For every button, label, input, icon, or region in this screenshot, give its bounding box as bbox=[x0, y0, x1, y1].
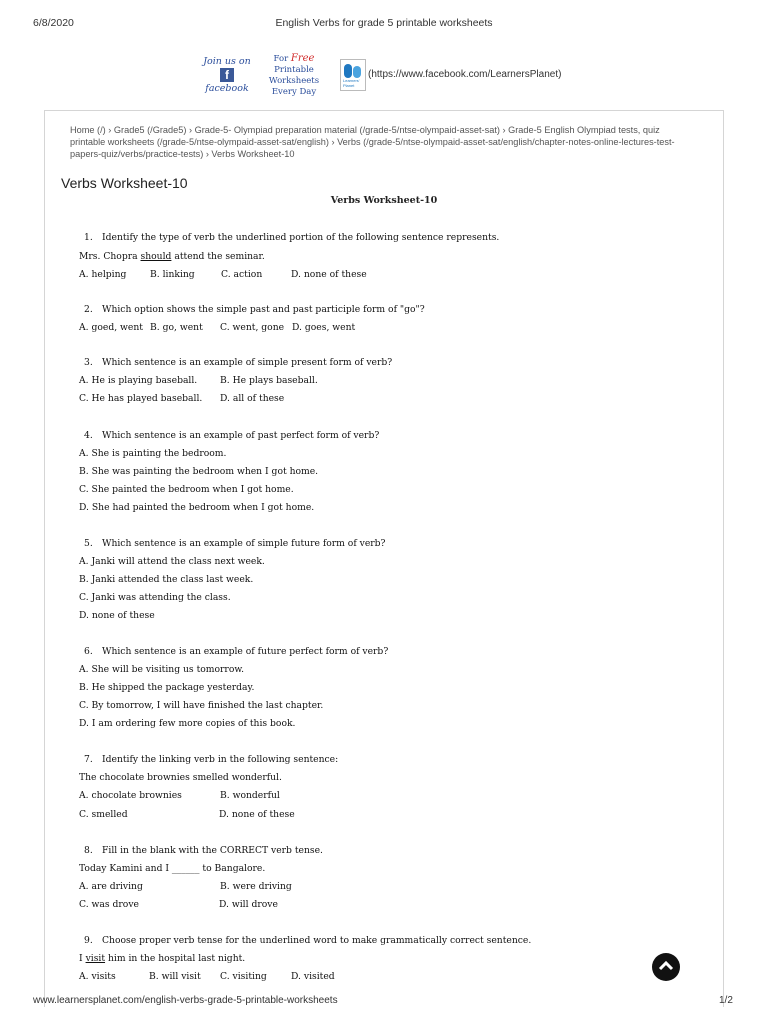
option-c: C. action bbox=[221, 269, 263, 280]
option-d: D. none of these bbox=[291, 269, 367, 280]
question-sentence: The chocolate brownies smelled wonderful. bbox=[79, 772, 282, 783]
question-number: 8. bbox=[84, 845, 93, 856]
option-a: A. She will be visiting us tomorrow. bbox=[79, 664, 245, 675]
option-b: B. linking bbox=[150, 269, 195, 280]
option-c: C. went, gone bbox=[220, 322, 285, 333]
sentence-pre: I bbox=[79, 953, 86, 964]
facebook-label: facebook bbox=[205, 83, 249, 94]
join-label: Join us on bbox=[203, 56, 251, 67]
question-text: Which sentence is an example of past perfect form of verb? bbox=[102, 430, 380, 441]
print-page-number: 1/2 bbox=[719, 995, 733, 1006]
underlined-word: should bbox=[140, 251, 172, 262]
option-a: A. helping bbox=[79, 269, 127, 280]
option-c: C. She painted the bedroom when I got home. bbox=[79, 484, 294, 495]
option-b: B. were driving bbox=[220, 881, 292, 892]
option-b: B. go, went bbox=[150, 322, 203, 333]
question-number: 9. bbox=[84, 935, 93, 946]
option-c: C. He has played baseball. bbox=[79, 393, 203, 404]
sentence-post: him in the hospital last night. bbox=[105, 953, 246, 964]
option-d: D. goes, went bbox=[292, 322, 356, 333]
option-d: D. will drove bbox=[219, 899, 278, 910]
facebook-icon: f bbox=[220, 68, 234, 82]
worksheet-title: Verbs Worksheet-10 bbox=[330, 195, 438, 206]
question-number: 5. bbox=[84, 538, 93, 549]
question-sentence: Today Kamini and I ______ to Bangalore. bbox=[79, 863, 266, 874]
option-c: C. Janki was attending the class. bbox=[79, 592, 231, 603]
question-text: Which sentence is an example of simple present form of verb? bbox=[102, 357, 393, 368]
option-d: D. none of these bbox=[219, 809, 295, 820]
option-a: A. He is playing baseball. bbox=[79, 375, 198, 386]
page-title: Verbs Worksheet-10 bbox=[61, 175, 188, 191]
option-a: A. are driving bbox=[79, 881, 143, 892]
promo-free: Free bbox=[290, 52, 315, 64]
promo-for: For bbox=[273, 53, 289, 64]
question-text: Which option shows the simple past and past participle form of "go"? bbox=[102, 304, 425, 315]
option-c: C. smelled bbox=[79, 809, 128, 820]
logo-caption: Learners' Planet bbox=[343, 78, 360, 88]
print-footer-url: www.learnersplanet.com/english-verbs-grade-5-printable-worksheets bbox=[33, 995, 338, 1006]
question-text: Fill in the blank with the CORRECT verb tense. bbox=[102, 845, 323, 856]
option-a: A. chocolate brownies bbox=[79, 790, 182, 801]
promo-line3: Every Day bbox=[271, 86, 317, 97]
option-c: C. visiting bbox=[220, 971, 267, 982]
question-number: 6. bbox=[84, 646, 93, 657]
option-c: C. By tomorrow, I will have finished the last chapter. bbox=[79, 700, 324, 711]
option-a: A. She is painting the bedroom. bbox=[79, 448, 227, 459]
option-a: A. goed, went bbox=[79, 322, 143, 333]
underlined-word: visit bbox=[85, 953, 106, 964]
option-b: B. wonderful bbox=[220, 790, 280, 801]
question-text: Identify the type of verb the underlined portion of the following sentence represents. bbox=[102, 232, 500, 243]
option-d: D. visited bbox=[291, 971, 335, 982]
option-b: B. He plays baseball. bbox=[220, 375, 318, 386]
option-d: D. I am ordering few more copies of this book. bbox=[79, 718, 296, 729]
question-number: 1. bbox=[84, 232, 93, 243]
promo-line2: Printable Worksheets bbox=[268, 64, 320, 86]
breadcrumb[interactable]: Home (/) › Grade5 (/Grade5) › Grade-5- Olympiad preparation material (/grade-5/ntse-olympaid-asset-sat) › Grade-5 English Olympiad tests, quiz printable worksheets (/grade-5/ntse-olympaid-asset-sat/english) › Verbs (/grade-5/ntse-olympaid-asset-sat/english/chapter-notes-online-lectures-test-papers-quiz/verbs/practice-tests) › Verbs Worksheet-10 bbox=[70, 125, 675, 159]
option-b: B. Janki attended the class last week. bbox=[79, 574, 254, 585]
learners-planet-logo bbox=[340, 59, 366, 91]
facebook-banner[interactable] bbox=[203, 54, 366, 96]
option-a: A. Janki will attend the class next week. bbox=[79, 556, 265, 567]
facebook-url[interactable]: (https://www.facebook.com/LearnersPlanet) bbox=[368, 69, 562, 80]
join-facebook-badge bbox=[203, 56, 251, 94]
option-b: B. She was painting the bedroom when I got home. bbox=[79, 466, 319, 477]
question-number: 4. bbox=[84, 430, 93, 441]
print-date: 6/8/2020 bbox=[33, 17, 74, 29]
free-worksheets-promo bbox=[251, 53, 337, 98]
question-number: 3. bbox=[84, 357, 93, 368]
sentence-pre: Mrs. Chopra bbox=[79, 251, 141, 262]
option-b: B. He shipped the package yesterday. bbox=[79, 682, 255, 693]
scroll-to-top-button[interactable] bbox=[652, 953, 680, 981]
option-d: D. She had painted the bedroom when I got home. bbox=[79, 502, 315, 513]
option-b: B. will visit bbox=[149, 971, 201, 982]
question-number: 7. bbox=[84, 754, 93, 765]
question-text: Which sentence is an example of future perfect form of verb? bbox=[102, 646, 389, 657]
option-a: A. visits bbox=[79, 971, 116, 982]
question-text: Choose proper verb tense for the underlined word to make grammatically correct sentence. bbox=[102, 935, 532, 946]
option-d: D. all of these bbox=[220, 393, 285, 404]
chevron-up-icon bbox=[657, 958, 675, 976]
print-page-title: English Verbs for grade 5 printable worksheets bbox=[275, 17, 493, 29]
question-number: 2. bbox=[84, 304, 93, 315]
question-text: Which sentence is an example of simple future form of verb? bbox=[102, 538, 386, 549]
option-d: D. none of these bbox=[79, 610, 155, 621]
sentence-post: attend the seminar. bbox=[171, 251, 265, 262]
option-c: C. was drove bbox=[79, 899, 139, 910]
question-text: Identify the linking verb in the following sentence: bbox=[102, 754, 339, 765]
